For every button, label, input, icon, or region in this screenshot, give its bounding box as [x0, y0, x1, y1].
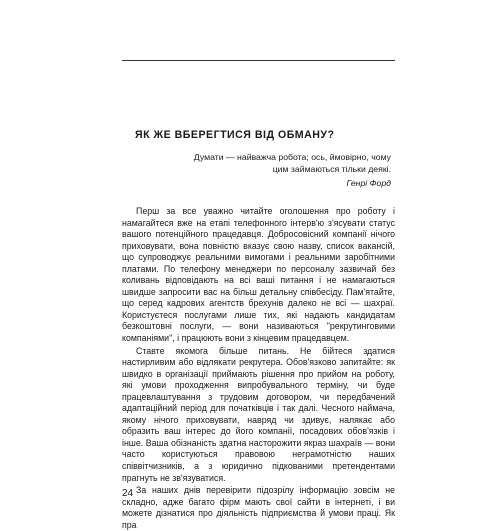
page-number: 24	[122, 488, 134, 499]
paragraph: Ставте якомога більше питань. Не бійтеся здатися настирливим або відлякати рекрутера. Обов'язково запитайте: як швидко в організації приймають рішення про прийом на роботу, які умови проходження випробувального терміну, чи буде працевлаштування з трудовим договором, чи передбачений адаптаційний період для початківців і так далі. Чесного наймача, якому нічого приховувати, навряд чи здивує, налякає або образить ваш інтерес до його компанії, посадових обов'язків і інше. Ваша обізнаність здатна насторожити якраз шахраїв — вони часто користуються правовою неграмотністю наших співвітчизників, а з юридично підкованими претендентами прагнуть не зв'язуватися.	[122, 345, 395, 483]
section-heading: ЯК ЖЕ ВБЕРЕГТИСЯ ВІД ОБМАНУ?	[135, 129, 335, 141]
header-rule	[122, 60, 395, 61]
epigraph	[191, 152, 391, 190]
epigraph-author: Генрі Форд	[346, 178, 391, 188]
epigraph-quote: Думати — найважча робота; ось, ймовірно, чому цим займаються тільки деякі.	[193, 152, 391, 174]
body-text	[122, 206, 395, 531]
paragraph: За наших днів перевірити підозрілу інформацію зовсім не складно, адже багато фірм мають свої сайти в інтернеті, і ви можете дізнатися про діяльність підприємства й умови праці. Як пра	[122, 485, 395, 530]
paragraph: Перш за все уважно читайте оголошення про роботу і намагайтеся вже на етапі телефонного інтерв'ю з'ясувати статус вашого потенційного працедавця. Добросовісний компанії нічого приховувати, вона повністю вказує свою назву, список вакансій, що супроводжує реальними вимогами і реальними заробітними платами. По телефону менеджери по персоналу зазвичай без коливань відповідають на всі ваші питання і не намагаються швидше запросити вас на більш детальну співбесіду. Пам'ятайте, що серед кадрових агентств брехунів далеко не всі — шахраї. Користуєтеся послугами лише тих, які надають кандидатам безкоштовні послуги, — вони називаються "рекрутинговими компаніями", і працюють вони з кінцевим працедавцем.	[122, 206, 395, 344]
